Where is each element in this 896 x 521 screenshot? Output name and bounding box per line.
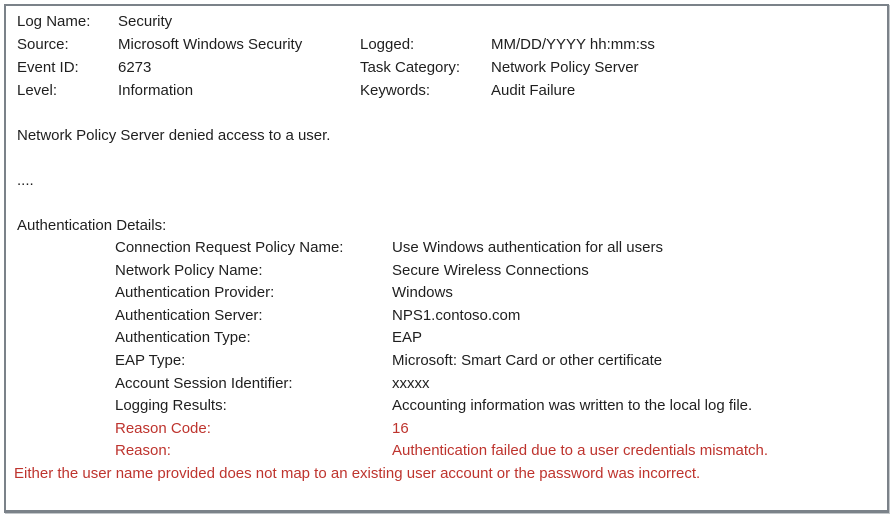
logged-value: MM/DD/YYYY hh:mm:ss xyxy=(491,36,655,53)
detail-row-network-policy-name xyxy=(115,260,879,283)
header-spacer xyxy=(360,10,491,33)
task-category-label: Task Category: xyxy=(360,59,461,76)
detail-label: Authentication Provider: xyxy=(115,284,275,302)
detail-label: Logging Results: xyxy=(115,397,227,415)
detail-value: Accounting information was written to the local log file. xyxy=(392,397,753,415)
event-id-value: 6273 xyxy=(118,59,152,76)
detail-label: Authentication Type: xyxy=(115,329,251,347)
detail-row-reason xyxy=(115,440,879,463)
auth-details-list xyxy=(17,237,879,463)
event-header xyxy=(17,10,879,102)
event-log-document xyxy=(4,4,889,513)
header-spacer xyxy=(491,10,879,33)
detail-row-authentication-server xyxy=(115,305,879,328)
detail-value: EAP xyxy=(392,329,423,347)
level-value: Information xyxy=(118,82,194,99)
detail-value: Authentication failed due to a user credentials mismatch. xyxy=(392,442,769,460)
detail-row-logging-results xyxy=(115,395,879,418)
detail-row-eap-type xyxy=(115,350,879,373)
detail-value: Secure Wireless Connections xyxy=(392,261,589,279)
detail-label: Reason Code: xyxy=(115,419,211,437)
detail-row-authentication-type xyxy=(115,327,879,350)
detail-value: Windows xyxy=(392,284,453,302)
detail-label: Reason: xyxy=(115,442,171,460)
event-id-label: Event ID: xyxy=(17,59,79,76)
detail-value: xxxxx xyxy=(392,374,430,392)
ellipsis-text: .... xyxy=(17,172,34,189)
auth-details-heading: Authentication Details: xyxy=(17,217,167,234)
detail-value: Microsoft: Smart Card or other certificate xyxy=(392,351,663,369)
credentials-mismatch-note: Either the user name provided does not map to an existing user account or the password was incorrect. xyxy=(14,464,701,482)
detail-row-reason-code xyxy=(115,418,879,441)
detail-label: Account Session Identifier: xyxy=(115,374,293,392)
source-value: Microsoft Windows Security xyxy=(118,36,303,53)
detail-label: Authentication Server: xyxy=(115,306,263,324)
log-name-label: Log Name: xyxy=(17,13,91,30)
source-label: Source: xyxy=(17,36,69,53)
event-description: Network Policy Server denied access to a user. xyxy=(17,127,331,144)
log-name-value: Security xyxy=(118,13,173,30)
detail-value: 16 xyxy=(392,419,409,437)
detail-value: NPS1.contoso.com xyxy=(392,306,521,324)
detail-row-authentication-provider xyxy=(115,282,879,305)
detail-label: Network Policy Name: xyxy=(115,261,263,279)
keywords-value: Audit Failure xyxy=(491,82,576,99)
detail-label: Connection Request Policy Name: xyxy=(115,239,344,256)
detail-label: EAP Type: xyxy=(115,351,186,369)
logged-label: Logged: xyxy=(360,36,415,53)
level-label: Level: xyxy=(17,82,58,99)
keywords-label: Keywords: xyxy=(360,82,431,99)
detail-row-account-session-identifier xyxy=(115,373,879,396)
detail-row-connection-request-policy xyxy=(115,237,879,260)
detail-value: Use Windows authentication for all users xyxy=(392,239,663,256)
task-category-value: Network Policy Server xyxy=(491,59,639,76)
